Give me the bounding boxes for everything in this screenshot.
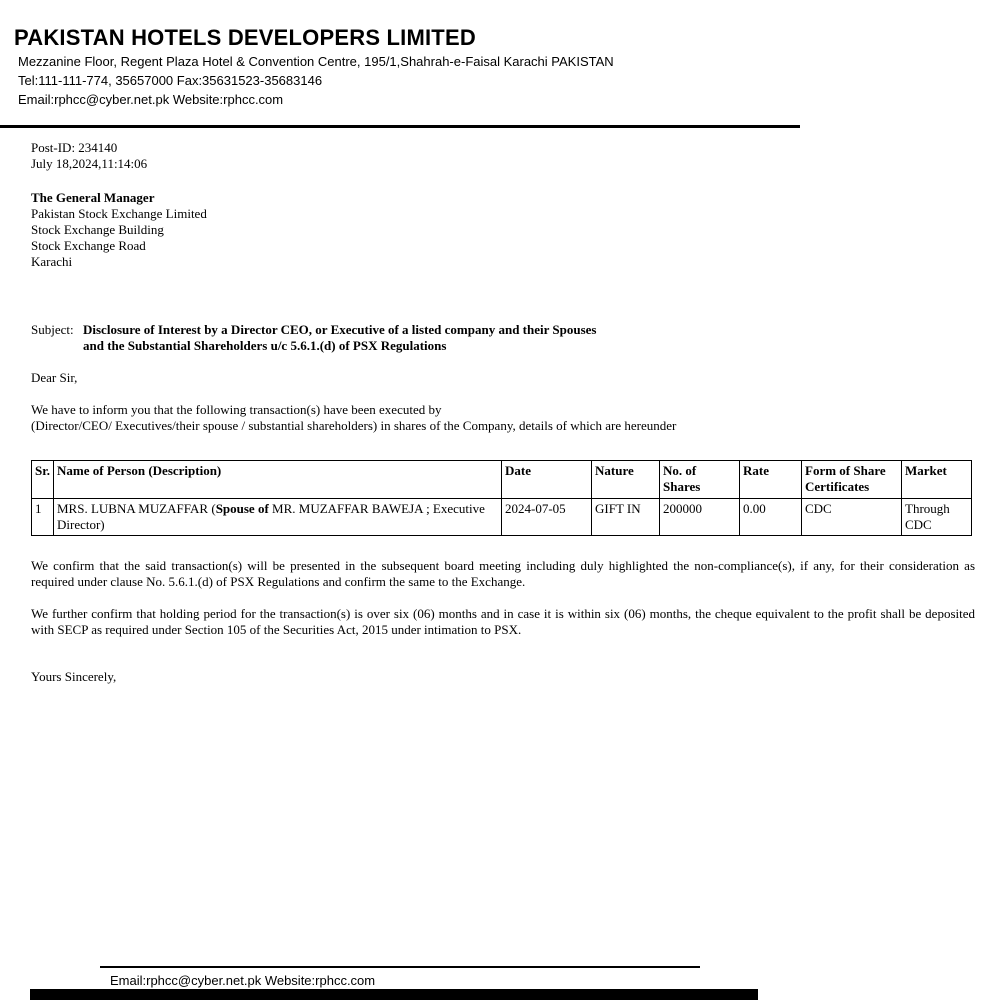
intro-line-2: (Director/CEO/ Executives/their spouse / substantial shareholders) in shares of the Company, details of which are hereunder <box>31 418 677 433</box>
cell-sr: 1 <box>32 499 54 536</box>
company-email-website: Email:rphcc@cyber.net.pk Website:rphcc.com <box>18 92 284 107</box>
company-phone-fax: Tel:111-111-774, 35657000 Fax:35631523-35683146 <box>18 73 323 88</box>
col-header-nature: Nature <box>592 461 660 499</box>
bottom-bar <box>30 989 758 1000</box>
footer-divider <box>100 966 700 968</box>
cell-nature: GIFT IN <box>592 499 660 536</box>
letter-meta <box>31 140 975 172</box>
cell-name-prefix: MRS. LUBNA MUZAFFAR ( <box>57 501 216 516</box>
subject-line-1: Disclosure of Interest by a Director CEO, or Executive of a listed company and their Spouses <box>83 322 597 337</box>
cell-form: CDC <box>802 499 902 536</box>
letter-body <box>31 140 975 685</box>
cell-rate: 0.00 <box>740 499 802 536</box>
cell-market: Through CDC <box>902 499 972 536</box>
recipient-block <box>31 190 975 270</box>
subject-line-2: and the Substantial Shareholders u/c 5.6.1.(d) of PSX Regulations <box>83 338 447 353</box>
recipient-line-3: Stock Exchange Road <box>31 238 146 253</box>
col-header-sr: Sr. <box>32 461 54 499</box>
cell-name <box>54 499 502 536</box>
post-id: Post-ID: 234140 <box>31 140 118 155</box>
subject-text <box>83 322 597 354</box>
cell-date: 2024-07-05 <box>502 499 592 536</box>
col-header-shares: No. of Shares <box>660 461 740 499</box>
recipient-line-4: Karachi <box>31 254 73 269</box>
col-header-market: Market <box>902 461 972 499</box>
subject-label: Subject: <box>31 322 74 337</box>
intro-paragraph <box>31 402 975 434</box>
confirmation-paragraph-2: We further confirm that holding period for the transaction(s) is over six (06) months and in case it is within six (06) months, the cheque equivalent to the profit shall be deposited with SECP as required under Section 105 of the Securities Act, 2015 under intimation to PSX. <box>31 606 975 637</box>
col-header-form: Form of Share Certificates <box>802 461 902 499</box>
closing: Yours Sincerely, <box>31 669 117 684</box>
col-header-date: Date <box>502 461 592 499</box>
table-header-row <box>32 461 972 499</box>
col-header-rate: Rate <box>740 461 802 499</box>
transactions-table <box>31 460 972 536</box>
intro-line-1: We have to inform you that the following transaction(s) have been executed by <box>31 402 442 417</box>
letterhead <box>0 0 1000 128</box>
company-name: PAKISTAN HOTELS DEVELOPERS LIMITED <box>14 25 476 50</box>
company-address: Mezzanine Floor, Regent Plaza Hotel & Convention Centre, 195/1,Shahrah-e-Faisal Karachi PAKISTAN <box>18 54 614 69</box>
recipient-title: The General Manager <box>31 190 155 205</box>
letterhead-divider <box>0 125 800 128</box>
table-row <box>32 499 972 536</box>
col-header-name: Name of Person (Description) <box>54 461 502 499</box>
recipient-line-1: Pakistan Stock Exchange Limited <box>31 206 207 221</box>
footer-contact: Email:rphcc@cyber.net.pk Website:rphcc.com <box>110 973 376 988</box>
cell-name-relation: Spouse of <box>215 501 269 516</box>
letter-datetime: July 18,2024,11:14:06 <box>31 156 148 171</box>
recipient-line-2: Stock Exchange Building <box>31 222 164 237</box>
cell-name-suffix: MR. MUZAFFAR BAWEJA ; Executive Director) <box>57 501 485 532</box>
confirmation-paragraph-1: We confirm that the said transaction(s) will be presented in the subsequent board meeting including duly highlighted the non-compliance(s), if any, for their consideration as required under clause No. 5.6.1.(d) of PSX Regulations and confirm the same to the Exchange. <box>31 558 975 589</box>
salutation: Dear Sir, <box>31 370 78 385</box>
cell-shares: 200000 <box>660 499 740 536</box>
subject-block <box>31 322 975 354</box>
